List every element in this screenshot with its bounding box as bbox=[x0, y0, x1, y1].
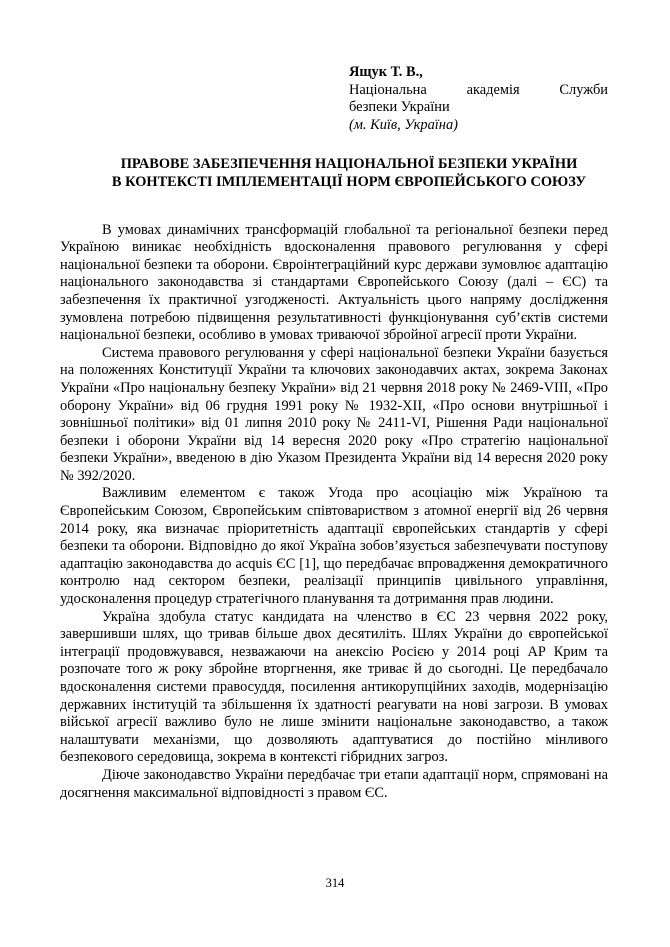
body-paragraph: Система правового регулювання у сфері національної безпеки України базується на положеннях Конституції України та ключових законодавчих актах, зокрема Законах України «Про національну безпеку України» від 21 червня 2018 року № 2469-VIII, «Про оборону України» від 06 грудня 1991 року № 1932-XII, «Про основи внутрішньої і зовнішньої політики» від 01 липня 2010 року № 2411-VI, Рішення Ради національної безпеки і оборони України від 14 вересня 2020 року «Про стратегію національної безпеки України», введеною в дію Указом Президента України від 14 вересня 2020 року № 392/2020. bbox=[60, 344, 608, 484]
paper-title-line-2: В КОНТЕКСТІ ІМПЛЕМЕНТАЦІЇ НОРМ ЄВРОПЕЙСЬКОГО СОЮЗУ bbox=[111, 173, 587, 190]
document-page bbox=[60, 64, 608, 934]
page-number: 314 bbox=[325, 876, 345, 890]
body-paragraph: Україна здобула статус кандидата на членство в ЄС 23 червня 2022 року, завершивши шлях, що тривав більше двох десятиліть. Шлях України до європейської інтеграції продовжувався, незважаючи на анексію Росією у 2014 році АР Крим та розпочате того ж року збройне вторгнення, яке триває й до сьогодні. Це передбачало вдосконалення системи правосуддя, посилення антикорупційних заходів, модернізацію державних інституцій та збільшення їх здатності реагувати на нові загрози. В умовах війської агресії важливо було не лише змінити національне законодавство, а також налаштувати механізми, що дозволяють адаптуватися до постійно мінливого безпекового середовища, зокрема в контексті гібридних загроз. bbox=[60, 608, 608, 766]
author-affiliation-line-2: безпеки України bbox=[349, 99, 450, 116]
paper-title bbox=[60, 156, 608, 191]
body-paragraph: В умовах динамічних трансформацій глобальної та регіональної безпеки перед Україною виникає необхідність вдосконалення правового регулювання у сфері національної безпеки та оборони. Євроінтеграційний курс держави зумовлює адаптацію національного законодавства зі стандартами Європейського Союзу (далі – ЄС) та забезпечення їх практичної узгодженості. Актуальність цього напряму дослідження зумовлена потребою підвищення результативності функціонування суб’єктів системи національної безпеки, особливо в умовах триваючої збройної агресії проти України. bbox=[60, 221, 608, 344]
author-place: (м. Київ, Україна) bbox=[349, 116, 458, 133]
author-name: Ящук Т. В., bbox=[349, 64, 423, 80]
author-affiliation-line-1: Національна академія Служби bbox=[349, 81, 608, 98]
paper-title-line-1: ПРАВОВЕ ЗАБЕЗПЕЧЕННЯ НАЦІОНАЛЬНОЇ БЕЗПЕКИ УКРАЇНИ bbox=[120, 156, 578, 173]
body-paragraph: Важливим елементом є також Угода про асоціацію між Україною та Європейським Союзом, Європейським співтовариством з атомної енергії від 26 червня 2014 року, яка визначає пріоритетність адаптації європейських стандартів у сфері безпеки та оборони. Відповідно до якої Україна зобов’язується забезпечувати поступову адаптацію законодавства до acquis ЄС [1], що передбачає впровадження демократичного контролю над сектором безпеки, реалізації принципів цивільного управління, удосконалення процедур стратегічного планування та дотримання прав людини. bbox=[60, 485, 608, 608]
author-block bbox=[349, 64, 608, 134]
body-paragraph: Діюче законодавство України передбачає три етапи адаптації норм, спрямовані на досягнення максимальної відповідності з правом ЄС. bbox=[60, 766, 608, 801]
